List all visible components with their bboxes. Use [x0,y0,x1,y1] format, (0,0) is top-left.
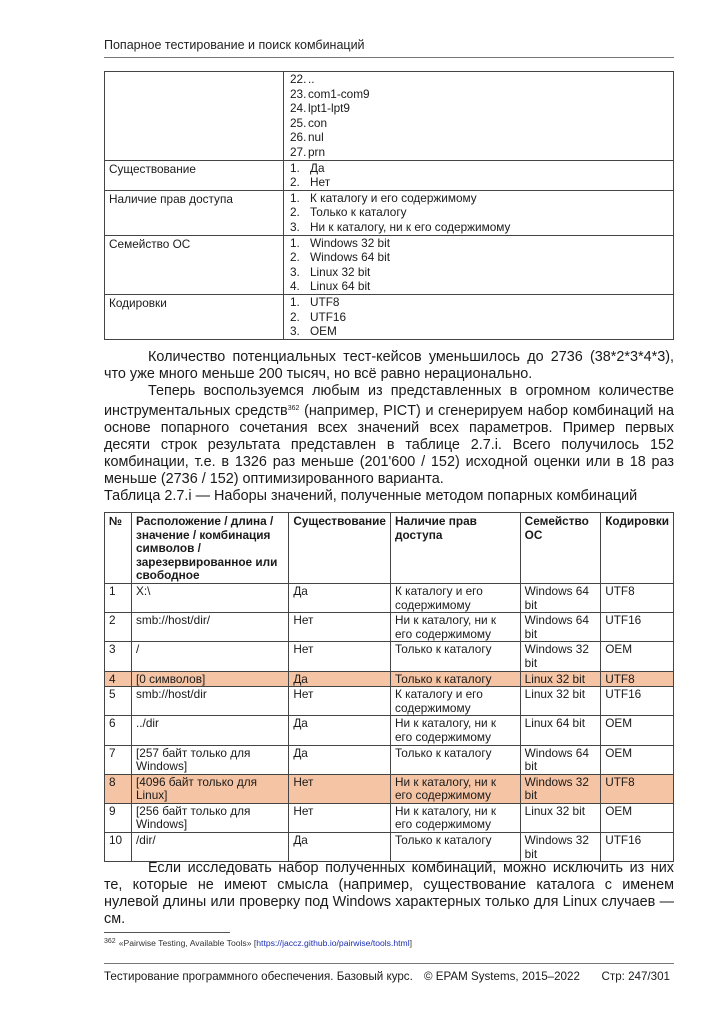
paragraph-test-case-count: Количество потенциальных тест-кейсов уменьшилось до 2736 (38*2*3*4*3), что уже много меньше 200 тысяч, но всё равно нерационально. [104,349,674,382]
parameter-values [284,72,674,161]
cell-existence: Да [289,833,391,862]
cell-access: К каталогу и его содержимому [391,583,521,612]
value-number: 27. [290,144,307,159]
value-text: UTF16 [310,309,347,324]
cell-encoding: OEM [601,716,674,745]
cell-number: 7 [105,745,132,774]
parameter-row [105,72,674,161]
column-header-number: № [105,513,132,584]
cell-os: Windows 32 bit [520,642,601,671]
cell-access: Только к каталогу [391,745,521,774]
cell-location: [4096 байт только для Linux] [131,774,288,803]
paragraph-pairwise-tools: Теперь воспользуемся любым из представленных в огромном количестве инструментальных средств$^{362}$ (например, PICT) и сгенерируем набор комбинаций на основе попарного сочетания всех значений всех параметров. Пример первых десяти строк результата представлен в таблице 2.7.i. Всего получилось 152 комбинации, т.е. в 1326 раз меньше (201'600 / 152) исходной оценки или в 18 раз меньше (2736 / 152) оптимизированного варианта. [104,383,674,487]
footnote-link[interactable]: https://jaccz.github.io/pairwise/tools.html [256,938,410,948]
cell-os: Linux 32 bit [520,803,601,832]
cell-location: [257 байт только для Windows] [131,745,288,774]
cell-location: ../dir [131,716,288,745]
cell-access: Ни к каталогу, ни к его содержимому [391,774,521,803]
cell-number: 3 [105,642,132,671]
table-caption: Таблица 2.7.i — Наборы значений, полученные методом попарных комбинаций [104,488,638,504]
parameter-row [105,190,674,235]
value-item [290,220,669,235]
column-header-os: Семейство ОС [520,513,601,584]
value-number: 1. [290,294,300,309]
value-item [290,310,669,325]
parameter-name: Семейство ОС [105,235,284,294]
value-item [290,191,669,206]
value-number: 3. [290,219,300,234]
parameter-name [105,72,284,161]
value-number: 2. [290,175,300,190]
cell-os: Windows 64 bit [520,613,601,642]
parameter-row [105,294,674,339]
footer-divider [104,963,674,964]
value-item [290,295,669,310]
header-divider [104,57,674,58]
value-number: 22. [290,72,307,86]
value-item [290,145,669,160]
value-list [290,191,669,235]
value-item [290,324,669,339]
value-item [290,279,669,294]
cell-os: Linux 64 bit [520,716,601,745]
cell-encoding: OEM [601,642,674,671]
footnote-number: 362 [104,938,116,945]
value-text: .. [308,72,315,86]
running-header: Попарное тестирование и поиск комбинаций [104,38,365,52]
parameters-table [104,71,674,340]
table-row [105,833,674,862]
footnote-divider [104,932,230,933]
value-number: 4. [290,279,300,294]
parameter-name: Наличие прав доступа [105,190,284,235]
cell-number: 1 [105,583,132,612]
value-number: 1. [290,190,300,205]
value-number: 2. [290,250,300,265]
table-header-row [105,513,674,584]
value-list [290,72,669,160]
cell-location: /dir/ [131,833,288,862]
value-list [290,295,669,339]
parameter-row [105,160,674,190]
cell-location: smb://host/dir [131,687,288,716]
value-text: Linux 64 bit [310,279,371,294]
table-row [105,716,674,745]
cell-existence: Нет [289,687,391,716]
cell-location: smb://host/dir/ [131,613,288,642]
value-number: 1. [290,160,300,175]
table-row [105,774,674,803]
value-text: Только к каталогу [310,205,407,220]
cell-access: Ни к каталогу, ни к его содержимому [391,803,521,832]
cell-os: Linux 32 bit [520,671,601,687]
footer-page-number: Стр: 247/301 [601,970,670,983]
cell-access: Ни к каталогу, ни к его содержимому [391,716,521,745]
value-item [290,205,669,220]
value-text: nul [308,130,324,145]
value-number: 26. [290,130,307,145]
cell-os: Windows 32 bit [520,774,601,803]
column-header-location: Расположение / длина / значение / комбинация символов / зарезервированное или свободное [131,513,288,584]
parameter-name: Кодировки [105,294,284,339]
value-number: 23. [290,86,307,101]
cell-access: К каталогу и его содержимому [391,687,521,716]
value-text: com1-com9 [308,86,370,101]
cell-os: Windows 32 bit [520,833,601,862]
value-text: con [308,115,328,130]
value-number: 3. [290,324,300,339]
value-item [290,72,669,87]
cell-existence: Нет [289,613,391,642]
value-item [290,175,669,190]
table-row [105,803,674,832]
parameter-row [105,235,674,294]
cell-encoding: UTF8 [601,671,674,687]
parameter-values [284,160,674,190]
cell-existence: Да [289,745,391,774]
value-text: Windows 32 bit [310,235,390,250]
value-item [290,161,669,176]
cell-encoding: UTF16 [601,613,674,642]
value-text: Ни к каталогу, ни к его содержимому [310,219,511,234]
value-item [290,101,669,116]
value-list [290,236,669,294]
value-number: 2. [290,205,300,220]
value-number: 25. [290,115,307,130]
value-text: lpt1-lpt9 [308,101,350,116]
cell-location: / [131,642,288,671]
value-text: UTF8 [310,294,340,309]
value-item [290,87,669,102]
value-number: 3. [290,264,300,279]
parameter-values [284,235,674,294]
table-row [105,583,674,612]
value-item [290,250,669,265]
cell-access: Только к каталогу [391,671,521,687]
value-number: 1. [290,235,300,250]
pairwise-results-table [104,512,674,862]
footer-copyright: © EPAM Systems, 2015–2022 [424,970,580,983]
value-item [290,116,669,131]
cell-existence: Да [289,583,391,612]
cell-os: Windows 64 bit [520,583,601,612]
cell-os: Linux 32 bit [520,687,601,716]
cell-location: [0 символов] [131,671,288,687]
parameter-name: Существование [105,160,284,190]
cell-existence: Да [289,671,391,687]
cell-number: 10 [105,833,132,862]
cell-encoding: OEM [601,803,674,832]
cell-access: Ни к каталогу, ни к его содержимому [391,613,521,642]
cell-encoding: UTF16 [601,833,674,862]
paragraph-exclusions: Если исследовать набор полученных комбинаций, можно исключить из них те, которые не имеют смысла (например, существование каталога с именем нулевой длины или проверку под Windows характерных только для Linux случаев — см. [104,860,674,927]
footnote: $^{362}$ «Pairwise Testing, Available Tools» [https://jaccz.github.io/pairwise/tools.html] [104,938,412,948]
cell-existence: Нет [289,642,391,671]
value-item [290,236,669,251]
value-text: prn [308,144,326,159]
column-header-encoding: Кодировки [601,513,674,584]
column-header-existence: Существование [289,513,391,584]
cell-encoding: OEM [601,745,674,774]
parameter-values [284,190,674,235]
table-row [105,671,674,687]
cell-number: 8 [105,774,132,803]
cell-existence: Да [289,716,391,745]
value-item [290,130,669,145]
footer-book-title: Тестирование программного обеспечения. Базовый курс. [104,970,413,983]
cell-existence: Нет [289,774,391,803]
footnote-reference[interactable]: 362 [287,405,300,412]
value-text: Linux 32 bit [310,264,371,279]
parameter-values [284,294,674,339]
cell-os: Windows 64 bit [520,745,601,774]
table-row [105,642,674,671]
value-text: OEM [310,324,337,339]
cell-access: Только к каталогу [391,642,521,671]
cell-number: 9 [105,803,132,832]
table-row [105,613,674,642]
cell-number: 4 [105,671,132,687]
cell-number: 5 [105,687,132,716]
table-row [105,687,674,716]
value-list [290,161,669,190]
cell-encoding: UTF16 [601,687,674,716]
cell-number: 2 [105,613,132,642]
cell-number: 6 [105,716,132,745]
column-header-access: Наличие прав доступа [391,513,521,584]
cell-encoding: UTF8 [601,774,674,803]
cell-location: X:\ [131,583,288,612]
cell-encoding: UTF8 [601,583,674,612]
value-item [290,265,669,280]
value-text: К каталогу и его содержимому [310,190,477,205]
value-text: Да [310,160,325,175]
cell-existence: Нет [289,803,391,832]
value-text: Windows 64 bit [310,250,390,265]
cell-location: [256 байт только для Windows] [131,803,288,832]
value-number: 2. [290,309,300,324]
cell-access: Только к каталогу [391,833,521,862]
table-row [105,745,674,774]
value-number: 24. [290,101,307,116]
value-text: Нет [310,175,331,190]
